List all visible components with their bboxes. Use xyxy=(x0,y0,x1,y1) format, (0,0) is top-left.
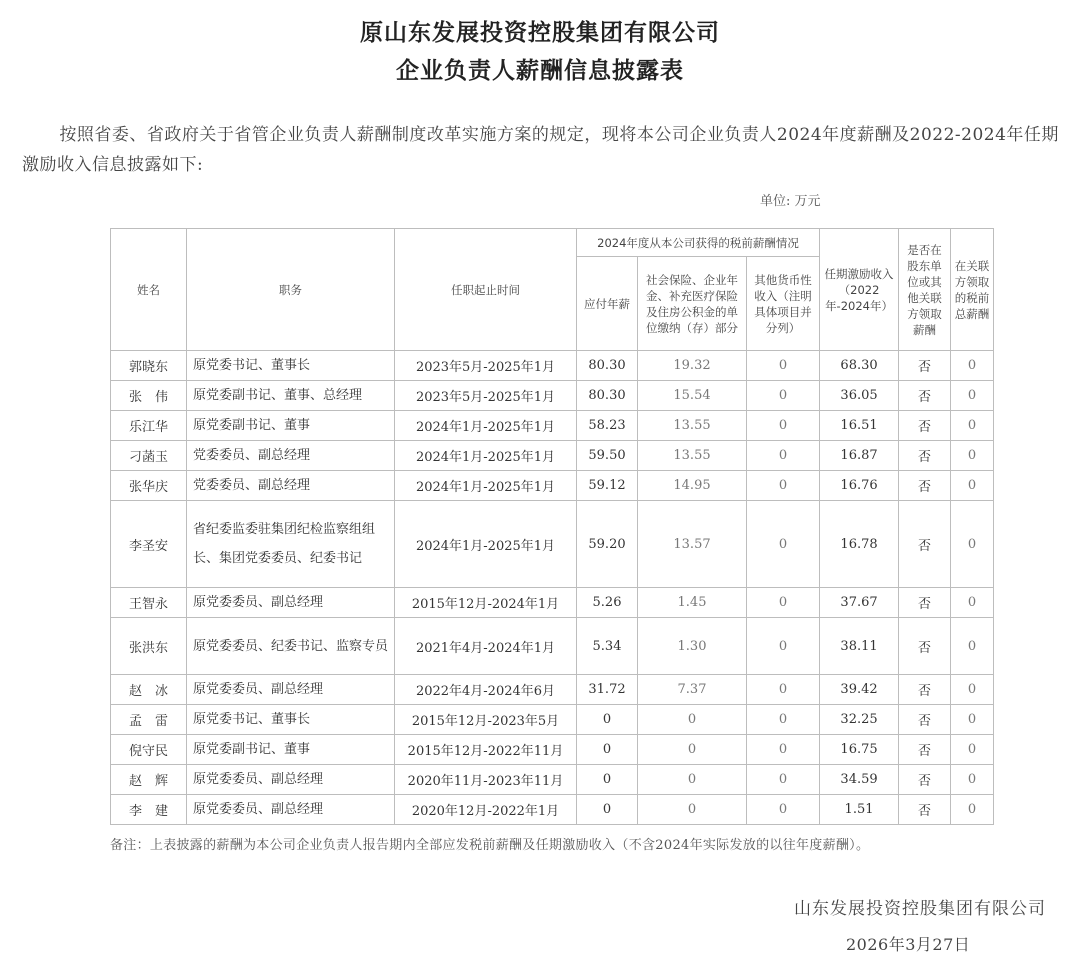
cell-term: 2024年1月-2025年1月 xyxy=(395,501,577,588)
table-row xyxy=(111,705,994,735)
cell-name: 王智永 xyxy=(111,588,187,618)
cell-related: 0 xyxy=(951,795,994,825)
cell-insurance: 1.45 xyxy=(638,588,747,618)
cell-related: 0 xyxy=(951,381,994,411)
cell-position: 原党委书记、董事长 xyxy=(187,351,395,381)
cell-position: 原党委副书记、董事 xyxy=(187,735,395,765)
cell-related: 0 xyxy=(951,471,994,501)
cell-incentive: 16.75 xyxy=(820,735,899,765)
cell-term: 2015年12月-2024年1月 xyxy=(395,588,577,618)
cell-term: 2024年1月-2025年1月 xyxy=(395,411,577,441)
cell-other: 0 xyxy=(747,501,820,588)
cell-incentive: 32.25 xyxy=(820,705,899,735)
table-row xyxy=(111,675,994,705)
cell-insurance: 0 xyxy=(638,795,747,825)
cell-other: 0 xyxy=(747,675,820,705)
cell-related: 0 xyxy=(951,705,994,735)
cell-salary: 58.23 xyxy=(577,411,638,441)
cell-position: 原党委委员、副总经理 xyxy=(187,588,395,618)
cell-salary: 0 xyxy=(577,735,638,765)
cell-shareholder: 否 xyxy=(899,501,951,588)
cell-shareholder: 否 xyxy=(899,411,951,441)
cell-shareholder: 否 xyxy=(899,588,951,618)
unit-label: 单位: 万元 xyxy=(760,194,821,209)
cell-incentive: 16.51 xyxy=(820,411,899,441)
cell-insurance: 0 xyxy=(638,735,747,765)
cell-name: 张洪东 xyxy=(111,618,187,675)
cell-name: 郭晓东 xyxy=(111,351,187,381)
cell-salary: 80.30 xyxy=(577,381,638,411)
cell-term: 2021年4月-2024年1月 xyxy=(395,618,577,675)
cell-shareholder: 否 xyxy=(899,471,951,501)
cell-term: 2024年1月-2025年1月 xyxy=(395,441,577,471)
header-other: 其他货币性收入（注明具体项目并分列） xyxy=(747,257,820,351)
header-position: 职务 xyxy=(187,229,395,351)
cell-name: 李圣安 xyxy=(111,501,187,588)
cell-incentive: 16.78 xyxy=(820,501,899,588)
cell-other: 0 xyxy=(747,618,820,675)
header-incentive: 任期激励收入（2022年-2024年） xyxy=(820,229,899,351)
cell-related: 0 xyxy=(951,411,994,441)
cell-salary: 0 xyxy=(577,795,638,825)
cell-related: 0 xyxy=(951,441,994,471)
cell-other: 0 xyxy=(747,588,820,618)
cell-shareholder: 否 xyxy=(899,675,951,705)
cell-position: 党委委员、副总经理 xyxy=(187,471,395,501)
cell-insurance: 19.32 xyxy=(638,351,747,381)
cell-insurance: 13.55 xyxy=(638,441,747,471)
cell-other: 0 xyxy=(747,795,820,825)
cell-related: 0 xyxy=(951,765,994,795)
header-insurance: 社会保险、企业年金、补充医疗保险及住房公积金的单位缴纳（存）部分 xyxy=(638,257,747,351)
cell-other: 0 xyxy=(747,441,820,471)
cell-other: 0 xyxy=(747,411,820,441)
cell-term: 2022年4月-2024年6月 xyxy=(395,675,577,705)
table-row xyxy=(111,765,994,795)
header-related: 在关联方领取的税前总薪酬 xyxy=(951,229,994,351)
cell-position: 原党委委员、副总经理 xyxy=(187,765,395,795)
cell-insurance: 1.30 xyxy=(638,618,747,675)
cell-name: 李 建 xyxy=(111,795,187,825)
cell-insurance: 13.57 xyxy=(638,501,747,588)
cell-position: 原党委委员、副总经理 xyxy=(187,675,395,705)
cell-name: 乐江华 xyxy=(111,411,187,441)
table-row xyxy=(111,795,994,825)
cell-incentive: 34.59 xyxy=(820,765,899,795)
cell-name: 赵 辉 xyxy=(111,765,187,795)
cell-salary: 0 xyxy=(577,705,638,735)
cell-related: 0 xyxy=(951,618,994,675)
cell-position: 原党委副书记、董事、总经理 xyxy=(187,381,395,411)
cell-term: 2023年5月-2025年1月 xyxy=(395,381,577,411)
cell-term: 2024年1月-2025年1月 xyxy=(395,471,577,501)
cell-name: 刁菡玉 xyxy=(111,441,187,471)
cell-name: 倪守民 xyxy=(111,735,187,765)
cell-related: 0 xyxy=(951,501,994,588)
cell-incentive: 38.11 xyxy=(820,618,899,675)
cell-salary: 5.26 xyxy=(577,588,638,618)
page-title: 原山东发展投资控股集团有限公司 xyxy=(360,19,720,46)
cell-shareholder: 否 xyxy=(899,351,951,381)
cell-shareholder: 否 xyxy=(899,441,951,471)
cell-incentive: 36.05 xyxy=(820,381,899,411)
signature-date: 2026年3月27日 xyxy=(846,935,971,954)
cell-insurance: 7.37 xyxy=(638,675,747,705)
header-shareholder: 是否在股东单位或其他关联方领取薪酬 xyxy=(899,229,951,351)
cell-salary: 31.72 xyxy=(577,675,638,705)
cell-salary: 0 xyxy=(577,765,638,795)
table-row xyxy=(111,471,994,501)
cell-other: 0 xyxy=(747,765,820,795)
cell-name: 赵 冰 xyxy=(111,675,187,705)
cell-shareholder: 否 xyxy=(899,795,951,825)
cell-term: 2015年12月-2023年5月 xyxy=(395,705,577,735)
cell-insurance: 0 xyxy=(638,765,747,795)
cell-salary: 59.12 xyxy=(577,471,638,501)
cell-salary: 59.20 xyxy=(577,501,638,588)
cell-related: 0 xyxy=(951,351,994,381)
cell-related: 0 xyxy=(951,588,994,618)
cell-related: 0 xyxy=(951,735,994,765)
cell-other: 0 xyxy=(747,735,820,765)
cell-other: 0 xyxy=(747,351,820,381)
cell-salary: 59.50 xyxy=(577,441,638,471)
header-salary: 应付年薪 xyxy=(577,257,638,351)
cell-salary: 80.30 xyxy=(577,351,638,381)
table-row xyxy=(111,441,994,471)
cell-position: 党委委员、副总经理 xyxy=(187,441,395,471)
cell-insurance: 15.54 xyxy=(638,381,747,411)
cell-name: 张 伟 xyxy=(111,381,187,411)
cell-insurance: 14.95 xyxy=(638,471,747,501)
cell-term: 2015年12月-2022年11月 xyxy=(395,735,577,765)
cell-position: 原党委委员、副总经理 xyxy=(187,795,395,825)
cell-position: 原党委书记、董事长 xyxy=(187,705,395,735)
cell-term: 2023年5月-2025年1月 xyxy=(395,351,577,381)
cell-shareholder: 否 xyxy=(899,765,951,795)
cell-shareholder: 否 xyxy=(899,735,951,765)
page-subtitle: 企业负责人薪酬信息披露表 xyxy=(396,57,684,84)
table-row xyxy=(111,588,994,618)
cell-related: 0 xyxy=(951,675,994,705)
table-row xyxy=(111,381,994,411)
cell-salary: 5.34 xyxy=(577,618,638,675)
cell-insurance: 0 xyxy=(638,705,747,735)
cell-shareholder: 否 xyxy=(899,381,951,411)
cell-incentive: 16.76 xyxy=(820,471,899,501)
cell-position: 原党委委员、纪委书记、监察专员 xyxy=(187,618,395,675)
cell-name: 张华庆 xyxy=(111,471,187,501)
header-name: 姓名 xyxy=(111,229,187,351)
cell-incentive: 68.30 xyxy=(820,351,899,381)
salary-table xyxy=(110,228,994,825)
cell-incentive: 37.67 xyxy=(820,588,899,618)
table-row xyxy=(111,351,994,381)
table-row xyxy=(111,618,994,675)
cell-shareholder: 否 xyxy=(899,618,951,675)
intro-paragraph: 按照省委、省政府关于省管企业负责人薪酬制度改革实施方案的规定，现将本公司企业负责人2024年度薪酬及2022-2024年任期激励收入信息披露如下: xyxy=(22,125,1059,175)
cell-other: 0 xyxy=(747,705,820,735)
cell-other: 0 xyxy=(747,471,820,501)
company-signature: 山东发展投资控股集团有限公司 xyxy=(794,899,1046,919)
cell-shareholder: 否 xyxy=(899,705,951,735)
cell-term: 2020年11月-2023年11月 xyxy=(395,765,577,795)
cell-incentive: 16.87 xyxy=(820,441,899,471)
cell-incentive: 39.42 xyxy=(820,675,899,705)
cell-other: 0 xyxy=(747,381,820,411)
cell-position: 原党委副书记、董事 xyxy=(187,411,395,441)
cell-incentive: 1.51 xyxy=(820,795,899,825)
table-row xyxy=(111,501,994,588)
header-term: 任职起止时间 xyxy=(395,229,577,351)
cell-insurance: 13.55 xyxy=(638,411,747,441)
cell-term: 2020年12月-2022年1月 xyxy=(395,795,577,825)
cell-name: 孟 雷 xyxy=(111,705,187,735)
header-group-2024-pay: 2024年度从本公司获得的税前薪酬情况 xyxy=(577,229,820,257)
table-row xyxy=(111,411,994,441)
footnote: 备注：上表披露的薪酬为本公司企业负责人报告期内全部应发税前薪酬及任期激励收入（不含2024年实际发放的以往年度薪酬）。 xyxy=(110,838,870,853)
table-row xyxy=(111,735,994,765)
cell-position: 省纪委监委驻集团纪检监察组组长、集团党委委员、纪委书记 xyxy=(187,501,395,588)
